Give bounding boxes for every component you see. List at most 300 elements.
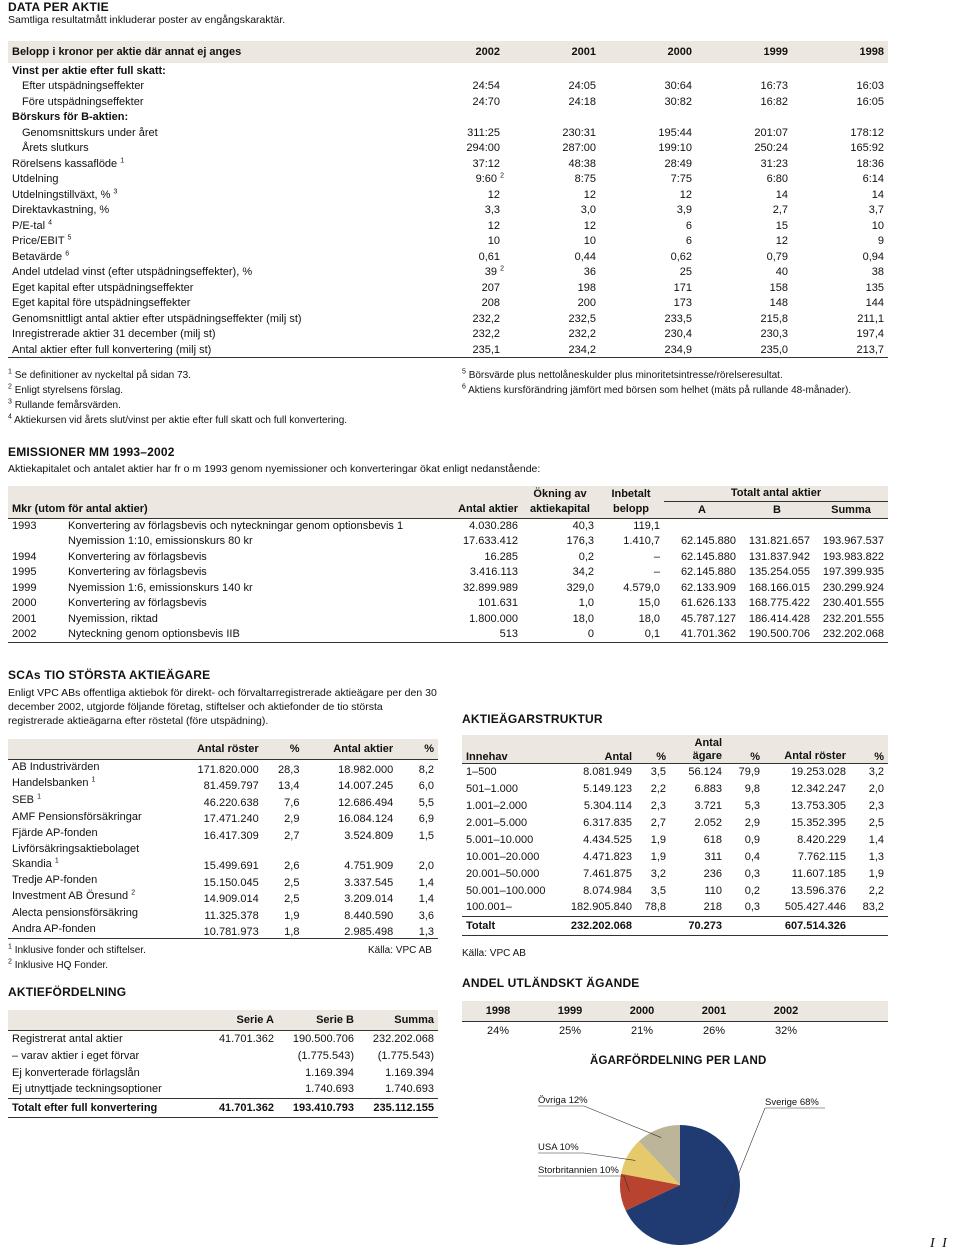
cell-okning: 176,3 (566, 535, 594, 548)
row-value (504, 249, 600, 265)
column-header-serie-a: Serie A (236, 1013, 274, 1026)
value-text: 208 (481, 297, 500, 310)
cell-a (198, 1081, 278, 1098)
row-label (8, 156, 408, 172)
cell-year: 1999 (12, 581, 37, 594)
value-text: 12 (487, 219, 500, 232)
value-text: 14 (775, 188, 788, 201)
value-text: 24:05 (568, 80, 596, 93)
cell-a: 62.133.909 (680, 581, 736, 594)
footnote-marker: 2 (131, 889, 136, 897)
cell-b: 131.837.942 (748, 550, 810, 563)
value-text: 12 (679, 188, 692, 201)
row-value (600, 94, 696, 110)
cell-desc: Konvertering av förlagsbevis (68, 597, 207, 610)
value-text: 28:49 (664, 157, 692, 170)
cell: 100.001– (466, 901, 512, 914)
value-text: 3,0 (580, 204, 596, 217)
row-label (8, 203, 408, 219)
row-value (600, 156, 696, 172)
row-value (600, 311, 696, 327)
value-text: 6:80 (766, 173, 788, 186)
cell: 182.905.840 (570, 901, 632, 914)
table-row (462, 848, 888, 865)
row-value (504, 79, 600, 95)
row-value (696, 296, 792, 312)
row-label (8, 234, 408, 250)
row-value (600, 218, 696, 234)
cell-sp: 1,3 (418, 925, 434, 938)
row-value (792, 79, 888, 95)
row-label-text: Rörelsens kassaflöde (12, 157, 118, 170)
row-label (8, 296, 408, 312)
cell-votes: 15.150.045 (203, 876, 259, 889)
cell-s: 235.112.155 (373, 1101, 434, 1114)
cell-antal: 16.285 (484, 550, 518, 563)
value-text: 7:75 (670, 173, 692, 186)
cell: 110 (704, 884, 722, 897)
value-text: 24:18 (568, 95, 596, 108)
cell-s: 1.169.394 (385, 1066, 434, 1079)
cell: 4.471.823 (583, 850, 632, 863)
row-value (696, 265, 792, 281)
cell: 11.607.185 (791, 867, 846, 880)
section-intro-emissioner: Aktiekapitalet och antalet aktier har fr o m 1993 genom nyemissioner och konverteringar ökat enligt nedanstående: (8, 463, 541, 475)
cell-shares: 2.985.498 (344, 925, 394, 938)
row-value (792, 125, 888, 141)
value-text: 30:64 (664, 80, 692, 93)
section-title-aktiefordelning: AKTIEFÖRDELNING (8, 985, 127, 999)
cell-b: 186.414.428 (748, 612, 810, 625)
cell-b: 131.821.657 (748, 535, 810, 548)
cell-sp: 5,5 (418, 796, 434, 809)
value-text: 12 (487, 188, 500, 201)
value-text: 144 (865, 297, 884, 310)
total-cell: Totalt (466, 919, 496, 932)
data-per-aktie-table (8, 41, 888, 358)
section-title-data-per-aktie: DATA PER AKTIE (8, 0, 109, 14)
row-label (8, 265, 408, 281)
row-value (696, 249, 792, 265)
pie-label: Övriga 12% (538, 1095, 588, 1106)
total-cell: 607.514.326 (784, 919, 846, 932)
footnote-marker: 1 (54, 857, 59, 865)
row-value (696, 203, 792, 219)
table-row (8, 627, 888, 643)
row-label (8, 280, 408, 296)
footnote-marker: 4 (8, 413, 12, 421)
aktiefordelning-table (8, 1010, 438, 1118)
table-row (8, 141, 888, 157)
row-value (504, 280, 600, 296)
row-value (504, 218, 600, 234)
value-text: 230,4 (664, 328, 692, 341)
cell-votes: 46.220.638 (203, 796, 259, 809)
value-text: 233,5 (664, 312, 692, 325)
cell-vp: 2,7 (284, 829, 300, 842)
value-text: 0,94 (862, 250, 884, 263)
holder-name (8, 905, 161, 922)
value-text: 235,0 (760, 343, 788, 356)
column-header-a: A (698, 503, 706, 516)
row-label (8, 110, 408, 126)
cell-votes: 11.325.378 (204, 909, 259, 922)
value-text: 211,1 (857, 312, 884, 325)
row-value (792, 296, 888, 312)
cell-inbetalt: 1.410,7 (623, 535, 660, 548)
row-value (504, 342, 600, 358)
table-header-row (462, 735, 888, 763)
cell-shares: 14.007.245 (338, 780, 394, 793)
cell-summa: 197.399.935 (822, 566, 884, 579)
footnote-marker: 1 (120, 157, 125, 165)
table-row (462, 763, 888, 780)
cell-okning: 18,0 (572, 612, 594, 625)
value-text: 48:38 (568, 157, 596, 170)
row-label-text: Antal aktier efter full konvertering (milj st) (12, 343, 212, 356)
cell-a (664, 518, 740, 534)
cell: 10.001–20.000 (466, 850, 540, 863)
row-label-text: Vinst per aktie efter full skatt: (12, 64, 166, 77)
holder-name (8, 809, 161, 826)
cell-b: (1.775.543) (297, 1049, 354, 1062)
year-value: 24% (486, 1025, 510, 1038)
cell-b: 1.169.394 (305, 1066, 354, 1079)
footnote-marker: 1 (91, 776, 96, 784)
footnote-marker: 1 (37, 793, 41, 801)
cell-inbetalt: – (653, 550, 660, 563)
value-text: 215,8 (760, 312, 788, 325)
row-value (696, 125, 792, 141)
total-cell: 232.202.068 (570, 919, 632, 932)
column-header-antal: Antal (604, 750, 632, 763)
column-header-aktiekapital: aktiekapital (530, 503, 590, 516)
cell: 2.052 (694, 816, 722, 829)
pie-label: Sverige 68% (765, 1097, 819, 1108)
cell-summa: 193.967.537 (822, 535, 884, 548)
cell: 5.304.114 (583, 799, 632, 812)
cell: 13.596.376 (790, 884, 846, 897)
row-value (504, 311, 600, 327)
year-value: 26% (702, 1025, 726, 1038)
value-text: 38 (871, 266, 884, 279)
value-text: 0,44 (574, 250, 596, 263)
row-value (408, 234, 504, 250)
value-text: 31:23 (760, 157, 788, 170)
year-header: 2001 (701, 1004, 727, 1017)
value-text: 232,2 (568, 328, 596, 341)
row-label (8, 342, 408, 358)
table-row (8, 596, 888, 612)
cell-a: 62.145.880 (680, 550, 736, 563)
cell-votes: 171.820.000 (197, 763, 259, 776)
row-label (8, 79, 408, 95)
cell-inbetalt: 4.579,0 (623, 581, 660, 594)
value-text: 287:00 (562, 142, 596, 155)
row-value (504, 141, 600, 157)
table-header-row (8, 739, 438, 759)
cell-antal: 513 (499, 628, 518, 640)
column-header-1999: 1999 (763, 46, 788, 58)
value-text: 40 (775, 266, 788, 279)
cell-summa (814, 518, 888, 534)
row-value (792, 94, 888, 110)
value-text: 9 (877, 235, 884, 248)
row-value (408, 187, 504, 203)
scas-footnote-1: $^1$ Inklusive fonder och stiftelser. (8, 943, 146, 956)
table-row (462, 814, 888, 831)
table-row (8, 1030, 438, 1047)
table-row (8, 187, 888, 203)
cell-sp: 2,0 (418, 859, 434, 872)
year-value: 21% (630, 1025, 654, 1038)
column-header-pct: % (874, 750, 884, 763)
section-title-utlandskt: ANDEL UTLÄNDSKT ÄGANDE (462, 976, 640, 990)
holder-name-text: Fjärde AP-fonden (12, 827, 98, 840)
holder-name (8, 776, 161, 793)
holder-name (8, 842, 161, 872)
column-header-totalt: Totalt antal aktier (664, 486, 888, 501)
cell-sp: 3,6 (418, 909, 434, 922)
value-text: 12 (775, 235, 788, 248)
column-header-belopp: belopp (612, 503, 650, 516)
row-value (600, 249, 696, 265)
cell-b: 1.740.693 (305, 1083, 354, 1096)
cell-okning: 1,0 (578, 597, 594, 610)
spacer (822, 1021, 888, 1041)
value-text: 294:00 (466, 142, 500, 155)
row-value (792, 265, 888, 281)
row-value (408, 125, 504, 141)
row-value (792, 234, 888, 250)
row-label (8, 63, 408, 79)
holder-name-text: Handelsbanken (12, 777, 89, 790)
cell-desc: Nyemission, riktad (68, 612, 158, 625)
cell: 3,5 (650, 765, 666, 778)
row-value (504, 94, 600, 110)
row-value (408, 203, 504, 219)
cell-vp: 2,5 (284, 876, 300, 889)
cell-summa: 232.201.555 (822, 612, 884, 625)
cell-shares: 16.084.124 (338, 813, 394, 826)
table-row (8, 327, 888, 343)
aktieagarstruktur-source: Källa: VPC AB (462, 948, 526, 959)
row-label-text: Betavärde (12, 250, 63, 263)
table-row (8, 342, 888, 358)
row-label-text: Eget kapital före utspädningseffekter (12, 297, 191, 310)
value-text: 24:70 (472, 95, 500, 108)
row-value (600, 203, 696, 219)
row-label-text: Direktavkastning, % (12, 204, 110, 217)
row-value (408, 110, 504, 126)
value-text: 234,9 (664, 343, 692, 356)
value-text: 197,4 (856, 328, 884, 341)
cell-votes: 17.471.240 (203, 813, 259, 826)
value-text: 232,5 (568, 312, 596, 325)
row-label-text: Före utspädningseffekter (22, 95, 144, 108)
cell: 236 (703, 867, 722, 880)
column-header-antal-aktier: Antal aktier (333, 742, 394, 755)
cell: 1,9 (650, 850, 666, 863)
holder-name-text: SEB (12, 793, 35, 806)
row-value (792, 311, 888, 327)
cell: 501–1.000 (466, 782, 518, 795)
footnote (8, 398, 347, 413)
value-text: 25 (679, 266, 692, 279)
cell: 15.352.395 (790, 816, 846, 829)
holder-name (8, 792, 161, 809)
cell: 5.001–10.000 (466, 833, 534, 846)
value-text: 2,7 (772, 204, 788, 217)
cell-desc: Konvertering av förlagsbevis (68, 566, 207, 579)
row-value (408, 141, 504, 157)
row-label (8, 172, 408, 188)
footnote (8, 368, 347, 383)
holder-name-text: AB Industrivärden (12, 761, 100, 774)
cell-inbetalt: 18,0 (638, 612, 660, 625)
row-value (504, 156, 600, 172)
footnote (8, 383, 347, 398)
row-label: Registrerat antal aktier (12, 1032, 123, 1045)
value-text: 201:07 (754, 126, 788, 139)
cell: 9,8 (744, 782, 760, 795)
row-value (408, 172, 504, 188)
value-text: 3,9 (676, 204, 692, 217)
column-header-pct: % (289, 742, 300, 755)
cell-sp: 6,0 (418, 780, 434, 793)
cell-okning: 0 (587, 628, 594, 640)
row-value (504, 125, 600, 141)
row-value (600, 110, 696, 126)
row-value (792, 141, 888, 157)
table-row (8, 249, 888, 265)
row-value (792, 218, 888, 234)
value-text: 173 (673, 297, 692, 310)
value-text: 10 (487, 235, 500, 248)
column-header-summa: Summa (831, 503, 871, 516)
table-row (8, 218, 888, 234)
cell: 618 (703, 833, 722, 846)
row-value (600, 125, 696, 141)
row-value (792, 187, 888, 203)
cell: 50.001–100.000 (466, 884, 546, 897)
cell: 5,3 (744, 799, 760, 812)
table-row (8, 759, 438, 776)
footnote-text: Inklusive fonder och stiftelser. (14, 945, 146, 956)
value-text: 10 (583, 235, 596, 248)
cell-antal: 101.631 (478, 597, 518, 610)
row-label: Totalt efter full konvertering (12, 1101, 158, 1114)
cell-year: 1995 (12, 566, 37, 579)
cell-okning: 34,2 (572, 566, 594, 579)
row-value (600, 265, 696, 281)
table-row (8, 110, 888, 126)
table-row (8, 549, 888, 565)
total-cell (726, 916, 764, 935)
cell: 78,8 (644, 901, 666, 914)
row-value (600, 327, 696, 343)
footnotes-left (8, 368, 347, 428)
cell-votes: 81.459.797 (203, 780, 259, 793)
value-text: 207 (481, 281, 500, 294)
aktieagarstruktur-table (462, 735, 888, 936)
cell-summa: 232.202.068 (822, 628, 884, 640)
value-text: 195:44 (658, 126, 692, 139)
year-header: 2000 (629, 1004, 655, 1017)
row-value (504, 187, 600, 203)
cell-a: 41.701.362 (218, 1032, 274, 1045)
cell: 1,9 (868, 867, 884, 880)
cell-s: (1.775.543) (377, 1049, 434, 1062)
value-text: 39 (484, 266, 498, 279)
cell-b: 193.410.793 (292, 1101, 354, 1114)
cell-okning: 329,0 (566, 581, 594, 594)
cell-a: 41.701.362 (680, 628, 736, 640)
value-text: 250:24 (754, 142, 788, 155)
row-value (408, 265, 504, 281)
cell-shares: 3.337.545 (344, 876, 394, 889)
footnote-marker: 2 (500, 172, 504, 180)
row-label (8, 218, 408, 234)
cell: 1,4 (868, 833, 884, 846)
row-label-text: Efter utspädningseffekter (22, 80, 145, 93)
footnote-marker: 1 (8, 368, 12, 376)
row-value (696, 280, 792, 296)
cell: 0,2 (744, 884, 760, 897)
column-header-b: B (773, 503, 781, 516)
cell: 0,3 (744, 901, 760, 914)
holder-name-text: AMF Pensionsförsäkringar (12, 810, 142, 823)
cell-vp: 7,6 (284, 796, 300, 809)
row-label-text: Inregistrerade aktier 31 december (milj st) (12, 328, 216, 341)
pie-label: Storbritannien 10% (538, 1165, 619, 1176)
table-row (462, 882, 888, 899)
row-value (408, 296, 504, 312)
cell-s: 1.740.693 (385, 1083, 434, 1096)
cell-b: 190.500.706 (292, 1032, 354, 1045)
row-value (408, 342, 504, 358)
value-text: 36 (583, 266, 596, 279)
cell-inbetalt: 119,1 (633, 520, 660, 532)
cell-year: 2001 (12, 612, 37, 625)
cell-a (198, 1047, 278, 1064)
row-label-text: Utdelningstillväxt, % (12, 188, 111, 201)
value-text: 3,3 (484, 204, 500, 217)
table-row (8, 872, 438, 889)
footnote-marker: 5 (67, 234, 72, 242)
cell: 7.461.875 (583, 867, 632, 880)
section-intro-scas-tio: Enligt VPC ABs offentliga aktiebok för direkt- och förvaltarregistrerade aktieägare per den 30 december 2002, utgjorde följande företag, stiftelser och aktiefonder de tio största registrerade aktieägarna efter röstetal (före utspädning). (8, 687, 437, 727)
footnotes-right (462, 368, 851, 398)
table-row (8, 265, 888, 281)
cell: 2,7 (650, 816, 666, 829)
cell-summa: 230.401.555 (822, 597, 884, 610)
row-label: Ej utnyttjade teckningsoptioner (12, 1083, 162, 1096)
cell: 0,4 (744, 850, 760, 863)
cell-desc: Nyteckning genom optionsbevis IIB (68, 628, 240, 640)
table-row (462, 899, 888, 916)
row-value (600, 280, 696, 296)
row-label (8, 125, 408, 141)
column-header-innehav: Innehav (466, 750, 508, 763)
chart-title: ÄGARFÖRDELNING PER LAND (590, 1055, 767, 1067)
cell-antal: 1.800.000 (469, 612, 518, 625)
table-header-row (462, 1001, 888, 1021)
value-text: 18:36 (856, 157, 884, 170)
row-value (408, 280, 504, 296)
table-row (462, 1021, 888, 1041)
row-value (696, 110, 792, 126)
